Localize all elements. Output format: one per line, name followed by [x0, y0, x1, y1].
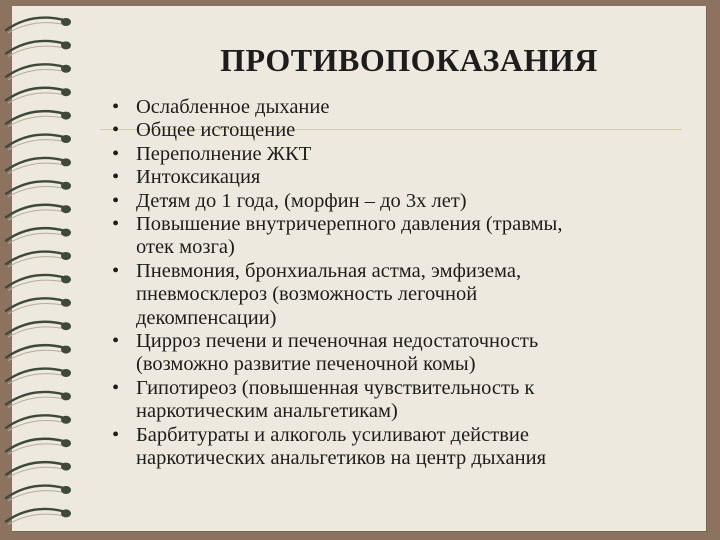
- bullet-list: [112, 96, 692, 471]
- spiral-ring: [6, 252, 71, 267]
- bullet-text-line: Общее истощение: [136, 119, 296, 142]
- bullet-text-line: (возможно развитие печеночной комы): [136, 353, 476, 376]
- slide-card: [12, 6, 706, 531]
- spiral-ring: [6, 509, 71, 524]
- bullet-text-line: наркотических анальгетиков на центр дыхания: [136, 447, 547, 470]
- bullet-text-line: Переполнение ЖКТ: [136, 142, 312, 165]
- spiral-ring: [6, 205, 71, 220]
- spiral-ring: [6, 298, 71, 313]
- bullet-dot-icon: •: [112, 213, 120, 236]
- bullet-text-line: Барбитураты и алкоголь усиливают действие: [136, 423, 529, 446]
- bullet-item: [112, 260, 692, 330]
- spiral-ring: [6, 111, 71, 126]
- spiral-ring: [6, 369, 71, 384]
- spiral-ring: [6, 228, 71, 243]
- bullet-dot-icon: •: [112, 189, 120, 212]
- slide-title: ПРОТИВОПОКАЗАНИЯ: [220, 42, 598, 78]
- bullet-dot-icon: •: [112, 142, 120, 165]
- bullet-dot-icon: •: [112, 330, 120, 353]
- bullet-item: [112, 377, 692, 424]
- bullet-item: [112, 166, 692, 189]
- spiral-ring: [6, 41, 71, 56]
- spiral-ring: [6, 275, 71, 290]
- bullet-item: [112, 143, 692, 166]
- bullet-dot-icon: •: [112, 119, 120, 142]
- bullet-text-line: Цирроз печени и печеночная недостаточность: [136, 330, 539, 353]
- spiral-ring: [6, 392, 71, 407]
- spiral-ring: [6, 181, 71, 196]
- bullet-dot-icon: •: [112, 376, 120, 399]
- bullet-item: [112, 190, 692, 213]
- bullet-text-line: Ослабленное дыхание: [136, 96, 330, 118]
- bullet-text-line: Детям до 1 года, (морфин – до 3х лет): [136, 189, 467, 212]
- spiral-ring: [6, 322, 71, 337]
- bullet-text-line: Интоксикация: [136, 166, 261, 189]
- bullet-text-line: декомпенсации): [136, 306, 277, 329]
- spiral-ring: [6, 158, 71, 173]
- spiral-ring: [6, 462, 71, 477]
- bullet-dot-icon: •: [112, 259, 120, 282]
- bullet-text-line: Повышение внутричерепного давления (травмы,: [136, 213, 563, 236]
- spiral-ring: [6, 88, 71, 103]
- bullet-text-line: Пневмония, бронхиальная астма, эмфизема,: [136, 259, 522, 282]
- spiral-ring: [6, 345, 71, 360]
- bullet-item: [112, 330, 692, 377]
- bullet-item: [112, 119, 692, 142]
- spiral-ring: [6, 18, 71, 33]
- spiral-ring: [6, 64, 71, 79]
- bullet-dot-icon: •: [112, 166, 120, 189]
- spiral-ring: [6, 135, 71, 150]
- bullet-text-line: Гипотиреоз (повышенная чувствительность к: [136, 376, 535, 399]
- spiral-ring: [6, 439, 71, 454]
- bullet-dot-icon: •: [112, 96, 120, 118]
- bullet-text-line: пневмосклероз (возможность легочной: [136, 283, 478, 306]
- spiral-binding-icon: [2, 10, 82, 530]
- spiral-ring: [6, 415, 71, 430]
- bullet-text-line: наркотическим анальгетикам): [136, 400, 398, 423]
- bullet-item: [112, 424, 692, 471]
- spiral-ring: [6, 486, 71, 501]
- bullet-text-line: отек мозга): [136, 236, 235, 259]
- bullet-dot-icon: •: [112, 423, 120, 446]
- bullet-item: [112, 96, 692, 119]
- bullet-item: [112, 213, 692, 260]
